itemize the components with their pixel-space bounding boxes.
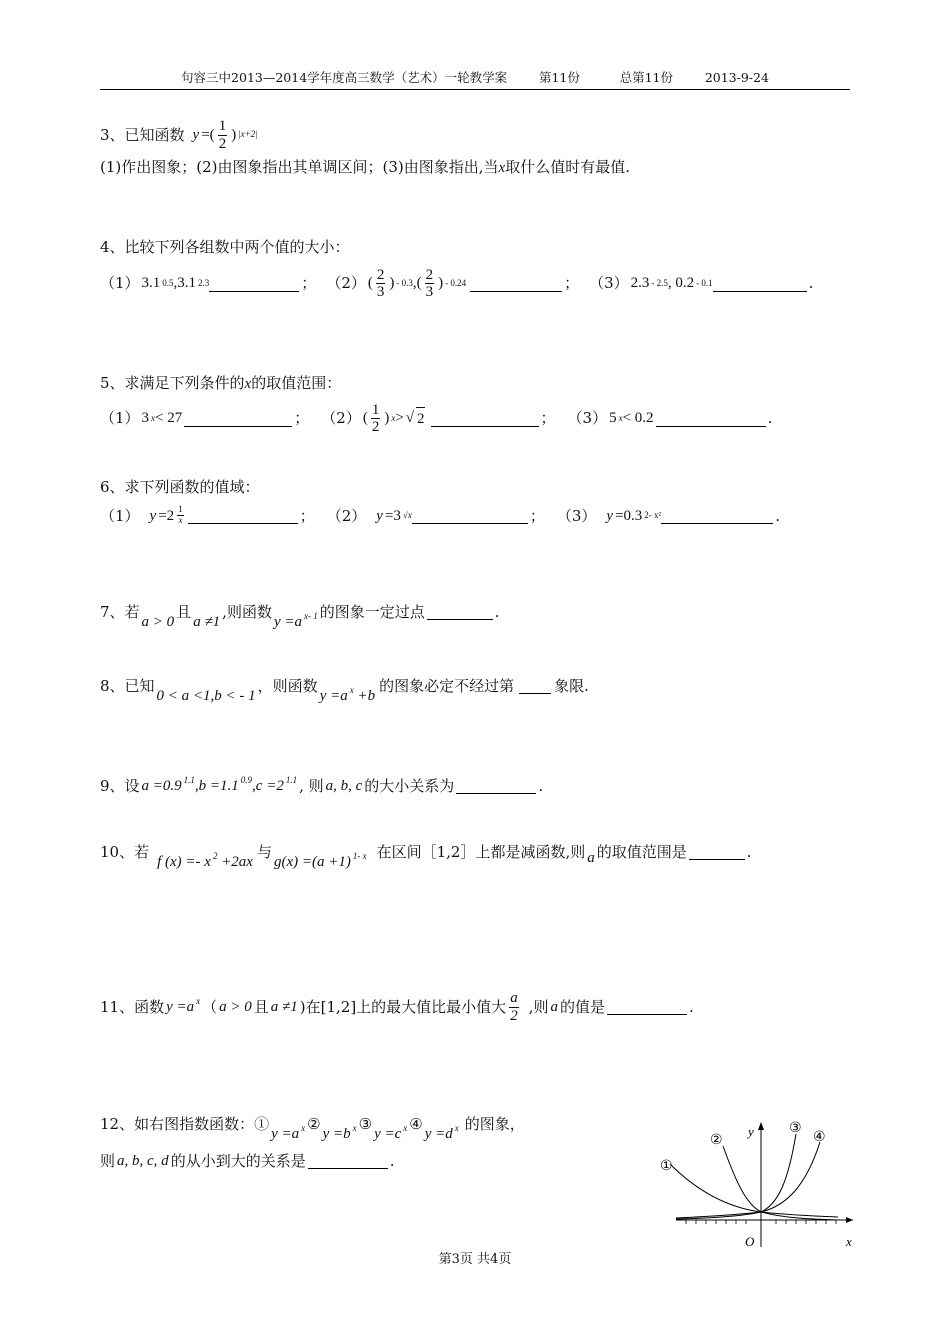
q4-p3-a-exp: - 2.5 [651, 277, 668, 288]
q11-then: ,则 [528, 997, 549, 1016]
q5-p2-label: （2） [321, 409, 361, 428]
q5-sep2: ； [540, 409, 556, 428]
q8-prefix: 8、已知 [100, 676, 155, 695]
q10-f-tail: +2ax [217, 854, 253, 870]
q10-f: f (x) =- x [157, 854, 211, 870]
curve-2 [723, 1146, 838, 1220]
q6-p2-exp: √x [402, 510, 412, 520]
q12-answer-blank[interactable] [308, 1153, 388, 1169]
q12-f1: y =a [271, 1126, 300, 1142]
header-total: 总第11份 [619, 70, 674, 85]
q4-p2-frac-2: $\frac{2}{3}$ [425, 266, 434, 300]
q3-func-y: y [192, 126, 200, 143]
q6-p1-y: y [149, 507, 157, 524]
q5-title-b: 的取值范围： [251, 374, 342, 392]
q5-answer-blank-1[interactable] [184, 411, 292, 427]
q6-answer-blank-3[interactable] [661, 508, 773, 524]
q3-var: x [498, 160, 506, 176]
q10-answer-blank[interactable] [689, 844, 745, 860]
q8-answer-blank[interactable] [519, 678, 551, 694]
q10-prefix: 10、若 [100, 842, 150, 861]
q6-p1-exp: $\frac{1}{x}$ [178, 504, 183, 526]
q6-sep1: ； [299, 506, 315, 525]
q10-and: 与 [256, 842, 272, 861]
q4-sep2: ； [564, 274, 580, 293]
q12-f2: y =b [322, 1126, 351, 1142]
q11-prefix: 11、函数 [100, 997, 165, 1016]
q5-answer-blank-2[interactable] [431, 411, 539, 427]
q8-then: ，则函数 [257, 676, 318, 695]
q6-title: 6、求下列函数的值域： [100, 478, 260, 496]
q4-end: . [808, 274, 814, 293]
q9-e3-exp: 1.1 [285, 775, 298, 785]
q7-cond1: a > 0 [141, 613, 175, 630]
q5-p1-label: （1） [100, 409, 140, 428]
exponential-graphs-figure [648, 1112, 863, 1257]
q9-e1-exp: 1.1 [183, 775, 195, 785]
q5-p2-rhs: > [395, 410, 404, 427]
q4-p2-label: （2） [326, 274, 366, 293]
q5-p3-base: 5 [609, 410, 617, 427]
header-date: 2013-9-24 [704, 70, 769, 85]
q6-p2-y: y [376, 507, 383, 524]
q12-marker-2: ② [307, 1114, 321, 1133]
q10-var: a [587, 849, 595, 866]
q7-then: ,则函数 [222, 602, 272, 621]
q11-var: a [550, 998, 558, 1015]
q5-p3-rhs: < 0.2 [622, 410, 654, 427]
q8-func-tail: +b [353, 688, 376, 704]
q8-cond: 0 < a <1,b < - 1 [156, 687, 256, 704]
page-footer: 第3页 共4页 [438, 1252, 512, 1267]
q5-title-a: 5、求满足下列条件的 [100, 374, 245, 392]
q4-p1-b-exp: 2.3 [198, 277, 210, 288]
question-11 [100, 990, 860, 1024]
q5-p2-frac: $\frac{1}{2}$ [371, 401, 380, 435]
q10-end: . [746, 842, 752, 861]
q12-text: 的图象， [464, 1114, 525, 1133]
q10-f-exp: 2 [212, 851, 218, 861]
q5-p2-sqrt: 2 [416, 407, 425, 431]
q9-e2: ,b =1.1 [194, 778, 239, 794]
question-5: 5、求满足下列条件的x的取值范围： （1） 3 x < 27 ； （2） ( $\frac{1}{2}$ ) x > √ 2 ； （3） 5 x < 0.2 . [100, 374, 773, 435]
q10-g: g(x) =(a +1) [273, 854, 351, 870]
q11-cond2: a ≠1 [270, 998, 298, 1015]
q5-p2-exp: x [391, 412, 396, 423]
q9-end: . [538, 776, 544, 795]
q4-p2-frac-1: $\frac{2}{3}$ [376, 266, 385, 300]
q5-answer-blank-3[interactable] [656, 411, 766, 427]
q5-p1-base: 3 [141, 410, 150, 427]
q6-p2-rhs: =3 [384, 507, 401, 524]
curve-1-label: ① [660, 1158, 673, 1174]
y-axis-arrow [758, 1122, 764, 1130]
q9-e1: a =0.9 [141, 778, 182, 794]
q6-p3-y: y [606, 507, 614, 524]
q10-text: 在区间［1,2］上都是减函数,则 [376, 842, 586, 861]
question-12 [100, 1112, 620, 1172]
q4-p1-label: （1） [100, 274, 140, 293]
q5-var: x [244, 376, 252, 392]
x-axis-label: x [846, 1234, 852, 1249]
q7-cond2: a ≠1 [193, 613, 221, 630]
q12-prefix: 12、如右图指数函数：① [100, 1114, 270, 1133]
q11-text2: 的值是 [559, 997, 605, 1016]
q7-prefix: 7、若 [100, 602, 140, 621]
q8-text-end: 象限. [554, 676, 589, 695]
q12-end: . [389, 1151, 395, 1170]
q12-line2-text: 的从小到大的关系是 [170, 1151, 306, 1170]
q4-answer-blank-2[interactable] [470, 276, 562, 292]
q4-p3-label: （3） [589, 274, 629, 293]
q3-eq: =( [201, 126, 215, 143]
question-3 [100, 118, 860, 180]
q6-p3-exp: 2- x² [644, 510, 662, 520]
q6-p3-rhs: =0.3 [615, 507, 643, 524]
q6-p2-label: （2） [326, 506, 367, 525]
q11-text: )在[1,2]上的最大值比最小值大 [299, 997, 507, 1016]
question-9 [100, 774, 860, 798]
q7-exp: x- 1 [303, 611, 318, 621]
q5-sep1: ； [294, 409, 310, 428]
q4-p1-b: ,3.1 [173, 275, 197, 292]
q7-answer-blank[interactable] [427, 604, 493, 620]
y-axis-label: y [748, 1124, 754, 1139]
q9-e3: ,c =2 [252, 778, 284, 794]
q12-f4-exp: x [454, 1123, 459, 1133]
curve-1 [670, 1164, 838, 1217]
q6-answer-blank-2[interactable] [412, 508, 528, 524]
q7-text: 的图象一定过点 [319, 602, 425, 621]
q3-close: ) [231, 126, 237, 143]
header-school: 句容三中2013—2014学年度高三数学（艺术）一轮教学案 [181, 70, 508, 85]
q5-end: . [767, 409, 773, 428]
q11-func: y =a [166, 999, 195, 1016]
q5-p3-label: （3） [567, 409, 608, 428]
q4-p1-a: 3.1 [141, 275, 161, 292]
question-7 [100, 600, 860, 630]
q12-line2-prefix: 则 [100, 1151, 116, 1170]
q7-func: y =a [273, 614, 302, 630]
question-4: 4、比较下列各组数中两个值的大小： （1） 3.1 0.5 ,3.1 2.3 ； （2） ( $\frac{2}{3}$ ) - 0.3 ,( $\frac{2}{3}$ ) - 0.24 ； （3） 2.3 - 2.5 , 0.2 - 0.1 . [100, 236, 860, 301]
curve-2-label: ② [710, 1132, 723, 1148]
q11-fraction: $\frac{a}{2}$ [510, 990, 518, 1024]
q5-p1-rhs: < 27 [155, 410, 183, 427]
q12-marker-3: ③ [358, 1114, 373, 1133]
curve-3-label: ③ [789, 1120, 802, 1136]
q11-and: 且 [253, 997, 269, 1016]
q8-text: 的图象必定不经过第 [379, 676, 515, 695]
q11-end: . [688, 997, 694, 1016]
q7-end: . [494, 602, 500, 621]
q12-f2-exp: x [352, 1123, 357, 1133]
q9-vars: a, b, c [325, 777, 363, 794]
curve-4-label: ④ [813, 1129, 826, 1145]
q6-p3-label: （3） [556, 506, 597, 525]
q12-vars: a, b, c, d [117, 1152, 169, 1169]
q9-e2-exp: 0.9 [240, 775, 253, 785]
q4-title: 4、比较下列各组数中两个值的大小： [100, 238, 350, 256]
q4-p2-exp2: - 0.24 [445, 277, 467, 288]
q4-answer-blank-3[interactable] [713, 276, 807, 292]
question-6 [100, 476, 860, 527]
q11-open: （ [202, 997, 218, 1016]
origin-label: O [745, 1234, 755, 1249]
q3-exponent: |x+2| [238, 129, 258, 140]
q5-p3-exp: x [618, 412, 623, 423]
q3-fraction: $\frac{1}{2}$ [218, 118, 227, 152]
q4-answer-blank-1[interactable] [209, 276, 299, 292]
q12-marker-4: ④ [409, 1114, 423, 1133]
q9-answer-blank[interactable] [456, 778, 536, 794]
q6-answer-blank-1[interactable] [188, 508, 298, 524]
q4-p3-a: 2.3 [630, 275, 650, 292]
q9-text: 的大小关系为 [364, 776, 455, 795]
q11-cond1: a > 0 [219, 998, 252, 1015]
q6-end: . [775, 506, 781, 525]
q8-func: y =a [319, 688, 348, 704]
q3-prefix: 3、已知函数 [100, 125, 185, 144]
curve-4 [676, 1142, 820, 1218]
q3-line2: (1)作出图象；(2)由图象指出其单调区间；(3)由图象指出,当 [100, 158, 499, 176]
q10-g-exp: 1- x [352, 851, 367, 861]
q4-p2-exp1: - 0.3 [396, 277, 413, 288]
q9-prefix: 9、设 [100, 776, 140, 795]
q4-sep1: ； [301, 274, 317, 293]
q11-exp: x [196, 996, 201, 1007]
q6-p1-label: （1） [100, 506, 140, 525]
q9-then: , 则 [299, 776, 324, 795]
q8-exp: x [349, 685, 354, 695]
q12-f3-exp: x [403, 1123, 408, 1133]
q7-and: 且 [176, 602, 192, 621]
q12-f1-exp: x [301, 1123, 306, 1133]
q6-sep2: ； [529, 506, 545, 525]
q4-p3-b: , 0.2 [667, 275, 695, 292]
x-axis-arrow [846, 1217, 853, 1223]
q12-f3: y =c [374, 1126, 402, 1142]
question-10 [100, 840, 860, 870]
page-header [100, 68, 850, 90]
q11-answer-blank[interactable] [607, 999, 687, 1015]
q4-p1-a-exp: 0.5 [162, 277, 174, 288]
q12-f4: y =d [424, 1126, 453, 1142]
q6-p1-rhs: =2 [158, 507, 175, 524]
header-issue: 第11份 [538, 70, 580, 85]
q3-line2-end: 取什么值时有最值. [505, 158, 630, 176]
q4-p3-b-exp: - 0.1 [696, 277, 713, 288]
q5-p1-exp: x [151, 412, 156, 423]
question-8 [100, 674, 860, 704]
q10-text2: 的取值范围是 [596, 842, 687, 861]
